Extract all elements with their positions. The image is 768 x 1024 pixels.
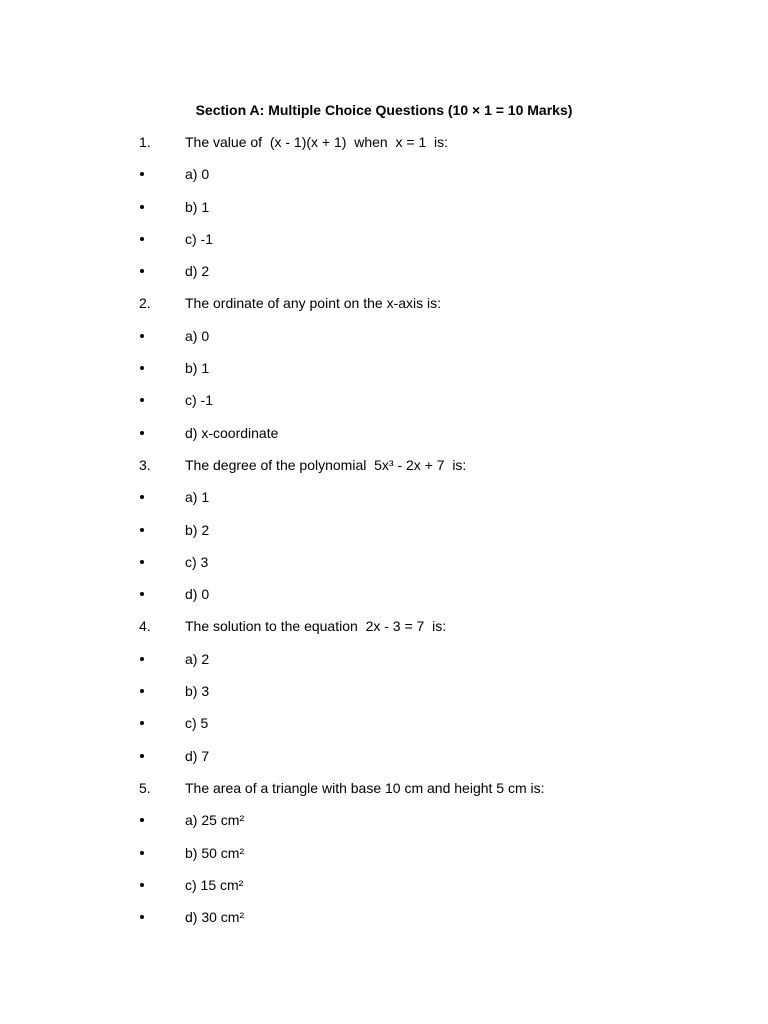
section-title: Section A: Multiple Choice Questions (10 × 1 = 10 Marks) [195,102,573,118]
math-expression: 2x - 3 = 7 [365,618,425,635]
bullet-icon [140,269,144,273]
question-text: The solution to the equation 2x - 3 = 7 is: [185,618,447,635]
bullet-icon [140,334,144,338]
bullet-icon [140,172,144,176]
option-text: c) -1 [185,392,213,409]
question-text: The value of (x - 1)(x + 1) when x = 1 is: [185,134,449,150]
bullet-icon [140,721,144,725]
question-number: 2. [139,295,151,312]
question-4 [0,617,768,649]
option-row [0,811,768,843]
option-text: a) 25 cm² [185,812,245,829]
question-3 [0,456,768,488]
option-text: b) 2 [185,521,210,538]
option-text: b) 3 [185,683,210,700]
option-row [0,424,768,456]
option-row [0,359,768,391]
bullet-icon [140,495,144,499]
option-row [0,714,768,746]
option-text: c) -1 [185,230,213,247]
math-expression: 5x³ - 2x + 7 [374,456,445,473]
question-list [0,133,768,940]
option-text: a) 0 [185,327,210,344]
math-expression: x = 1 [395,134,427,150]
bullet-icon [140,689,144,693]
bullet-icon [140,592,144,596]
option-text: b) 1 [185,360,210,377]
bullet-icon [140,398,144,402]
option-row [0,908,768,940]
bullet-icon [140,657,144,661]
question-text: The degree of the polynomial 5x³ - 2x + 7 is: [185,456,467,473]
bullet-icon [140,883,144,887]
bullet-icon [140,205,144,209]
bullet-icon [140,528,144,532]
option-text: d) 2 [185,263,210,280]
question-text: The area of a triangle with base 10 cm and height 5 cm is: [185,779,545,796]
option-row [0,876,768,908]
question-number: 3. [139,456,151,473]
option-text: c) 15 cm² [185,876,244,893]
option-row [0,585,768,617]
option-text: d) 30 cm² [185,909,245,926]
option-text: d) 0 [185,586,210,603]
math-expression: (x - 1)(x + 1) [269,134,347,150]
option-text: c) 5 [185,715,209,732]
option-row [0,553,768,585]
option-row [0,165,768,197]
option-row [0,230,768,262]
option-text: a) 0 [185,166,210,183]
option-row [0,262,768,294]
option-text: a) 2 [185,650,210,667]
option-text: d) x-coordinate [185,424,279,441]
bullet-icon [140,754,144,758]
bullet-icon [140,851,144,855]
bullet-icon [140,366,144,370]
option-row [0,650,768,682]
bullet-icon [140,237,144,241]
option-text: d) 7 [185,747,210,764]
question-number: 1. [139,134,151,150]
option-row [0,682,768,714]
question-number: 5. [139,779,151,796]
option-text: a) 1 [185,489,210,506]
option-row [0,488,768,520]
option-text: b) 50 cm² [185,844,245,861]
question-text: The ordinate of any point on the x-axis is: [185,295,442,312]
bullet-icon [140,560,144,564]
option-text: c) 3 [185,553,209,570]
option-row [0,521,768,553]
option-row [0,844,768,876]
option-row [0,327,768,359]
option-row [0,747,768,779]
question-5 [0,779,768,811]
option-row [0,198,768,230]
question-1 [0,133,768,165]
option-text: b) 1 [185,198,210,215]
question-number: 4. [139,618,151,635]
bullet-icon [140,915,144,919]
option-row [0,391,768,423]
bullet-icon [140,431,144,435]
bullet-icon [140,818,144,822]
question-2 [0,294,768,326]
